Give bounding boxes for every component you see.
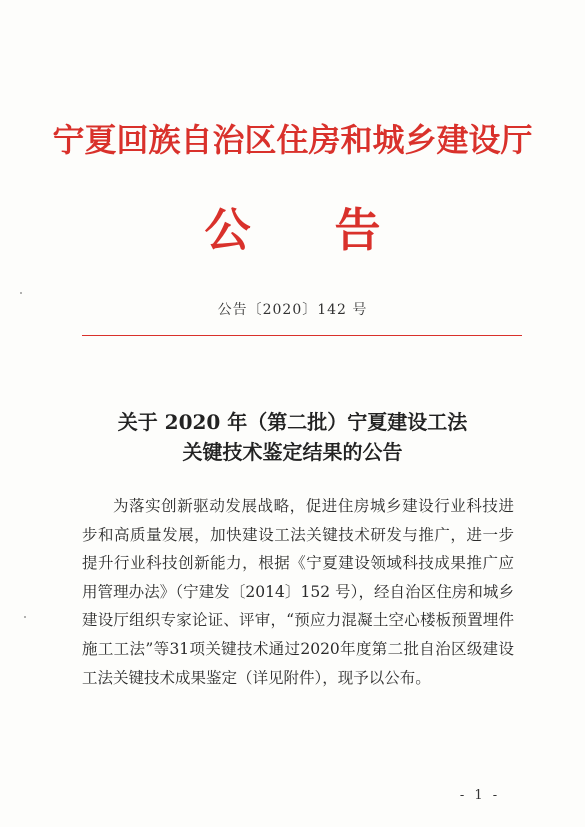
header-divider (82, 335, 522, 336)
scan-speck (20, 292, 22, 294)
notice-title (0, 200, 585, 260)
subject-line-1: 关于 2020 年（第二批）宁夏建设工法 (117, 410, 468, 434)
scan-speck (24, 616, 26, 618)
page-number: - 1 - (459, 788, 501, 803)
notice-title-char-1: 公 (204, 203, 251, 257)
subject-title (0, 407, 585, 467)
document-number: 公告〔2020〕142 号 (217, 302, 368, 318)
agency-name: 宁夏回族自治区住房和城乡建设厅 (52, 121, 533, 159)
notice-title-char-2: 告 (334, 203, 381, 257)
subject-line-2: 关键技术鉴定结果的公告 (182, 440, 403, 464)
body-paragraph: 为落实创新驱动发展战略，促进住房城乡建设行业科技进步和高质量发展，加快建设工法关键技术研发与推广，进一步提升行业科技创新能力，根据《宁夏建设领域科技成果推广应用管理办法》（宁建发〔2014〕152 号），经自治区住房和城乡建设厅组织专家论证、评审，“预应力混凝土空心楼板预置埋件施工工法”等31项关键技术通过2020年度第二批自治区级建设工法关键技术成果鉴定（详见附件），现予以公布。 (82, 497, 514, 687)
